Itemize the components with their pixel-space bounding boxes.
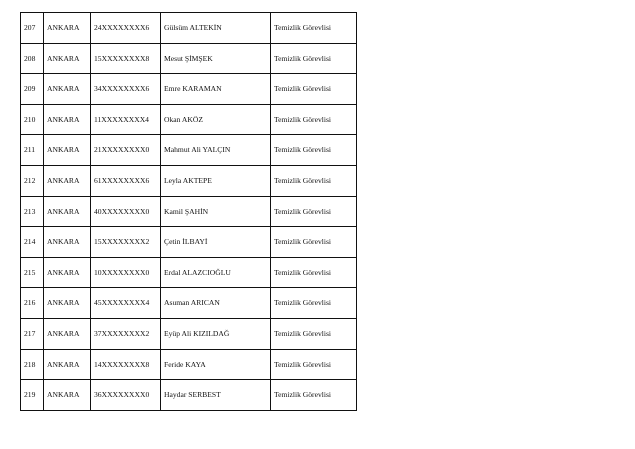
table-row: [21, 104, 357, 135]
personnel-table: [20, 12, 357, 411]
row-number: 213: [21, 196, 44, 227]
row-number: 210: [21, 104, 44, 135]
position-cell: Temizlik Görevlisi: [271, 318, 357, 349]
table-row: [21, 74, 357, 105]
id-number-cell: 45XXXXXXXX4: [91, 288, 161, 319]
row-number: 214: [21, 227, 44, 258]
city-cell: ANKARA: [44, 13, 91, 44]
row-number: 219: [21, 380, 44, 411]
table-row: [21, 196, 357, 227]
full-name-cell: Gülsüm ALTEKİN: [161, 13, 271, 44]
city-cell: ANKARA: [44, 74, 91, 105]
id-number-cell: 15XXXXXXXX2: [91, 227, 161, 258]
table-row: [21, 349, 357, 380]
row-number: 209: [21, 74, 44, 105]
position-cell: Temizlik Görevlisi: [271, 104, 357, 135]
table-row: [21, 380, 357, 411]
table-row: [21, 135, 357, 166]
table-row: [21, 43, 357, 74]
position-cell: Temizlik Görevlisi: [271, 165, 357, 196]
full-name-cell: Mahmut Ali YALÇIN: [161, 135, 271, 166]
id-number-cell: 11XXXXXXXX4: [91, 104, 161, 135]
table-row: [21, 318, 357, 349]
full-name-cell: Feride KAYA: [161, 349, 271, 380]
personnel-table-body: [21, 13, 357, 411]
position-cell: Temizlik Görevlisi: [271, 74, 357, 105]
position-cell: Temizlik Görevlisi: [271, 380, 357, 411]
id-number-cell: 34XXXXXXXX6: [91, 74, 161, 105]
city-cell: ANKARA: [44, 135, 91, 166]
row-number: 212: [21, 165, 44, 196]
row-number: 218: [21, 349, 44, 380]
id-number-cell: 37XXXXXXXX2: [91, 318, 161, 349]
city-cell: ANKARA: [44, 104, 91, 135]
row-number: 215: [21, 257, 44, 288]
full-name-cell: Kamil ŞAHİN: [161, 196, 271, 227]
full-name-cell: Mesut ŞİMŞEK: [161, 43, 271, 74]
full-name-cell: Leyla AKTEPE: [161, 165, 271, 196]
position-cell: Temizlik Görevlisi: [271, 257, 357, 288]
id-number-cell: 15XXXXXXXX8: [91, 43, 161, 74]
position-cell: Temizlik Görevlisi: [271, 227, 357, 258]
position-cell: Temizlik Görevlisi: [271, 349, 357, 380]
table-row: [21, 227, 357, 258]
id-number-cell: 24XXXXXXXX6: [91, 13, 161, 44]
city-cell: ANKARA: [44, 196, 91, 227]
position-cell: Temizlik Görevlisi: [271, 43, 357, 74]
city-cell: ANKARA: [44, 288, 91, 319]
id-number-cell: 14XXXXXXXX8: [91, 349, 161, 380]
full-name-cell: Asuman ARICAN: [161, 288, 271, 319]
city-cell: ANKARA: [44, 318, 91, 349]
full-name-cell: Okan AKÖZ: [161, 104, 271, 135]
city-cell: ANKARA: [44, 227, 91, 258]
full-name-cell: Emre KARAMAN: [161, 74, 271, 105]
row-number: 211: [21, 135, 44, 166]
table-row: [21, 165, 357, 196]
id-number-cell: 36XXXXXXXX0: [91, 380, 161, 411]
id-number-cell: 40XXXXXXXX0: [91, 196, 161, 227]
full-name-cell: Erdal ALAZCIOĞLU: [161, 257, 271, 288]
city-cell: ANKARA: [44, 380, 91, 411]
city-cell: ANKARA: [44, 349, 91, 380]
city-cell: ANKARA: [44, 43, 91, 74]
row-number: 207: [21, 13, 44, 44]
row-number: 208: [21, 43, 44, 74]
full-name-cell: Eyüp Ali KIZILDAĞ: [161, 318, 271, 349]
id-number-cell: 61XXXXXXXX6: [91, 165, 161, 196]
position-cell: Temizlik Görevlisi: [271, 196, 357, 227]
full-name-cell: Haydar SERBEST: [161, 380, 271, 411]
id-number-cell: 10XXXXXXXX0: [91, 257, 161, 288]
row-number: 216: [21, 288, 44, 319]
table-row: [21, 13, 357, 44]
city-cell: ANKARA: [44, 257, 91, 288]
full-name-cell: Çetin İLBAYİ: [161, 227, 271, 258]
city-cell: ANKARA: [44, 165, 91, 196]
id-number-cell: 21XXXXXXXX0: [91, 135, 161, 166]
table-row: [21, 257, 357, 288]
position-cell: Temizlik Görevlisi: [271, 135, 357, 166]
table-row: [21, 288, 357, 319]
position-cell: Temizlik Görevlisi: [271, 288, 357, 319]
row-number: 217: [21, 318, 44, 349]
position-cell: Temizlik Görevlisi: [271, 13, 357, 44]
